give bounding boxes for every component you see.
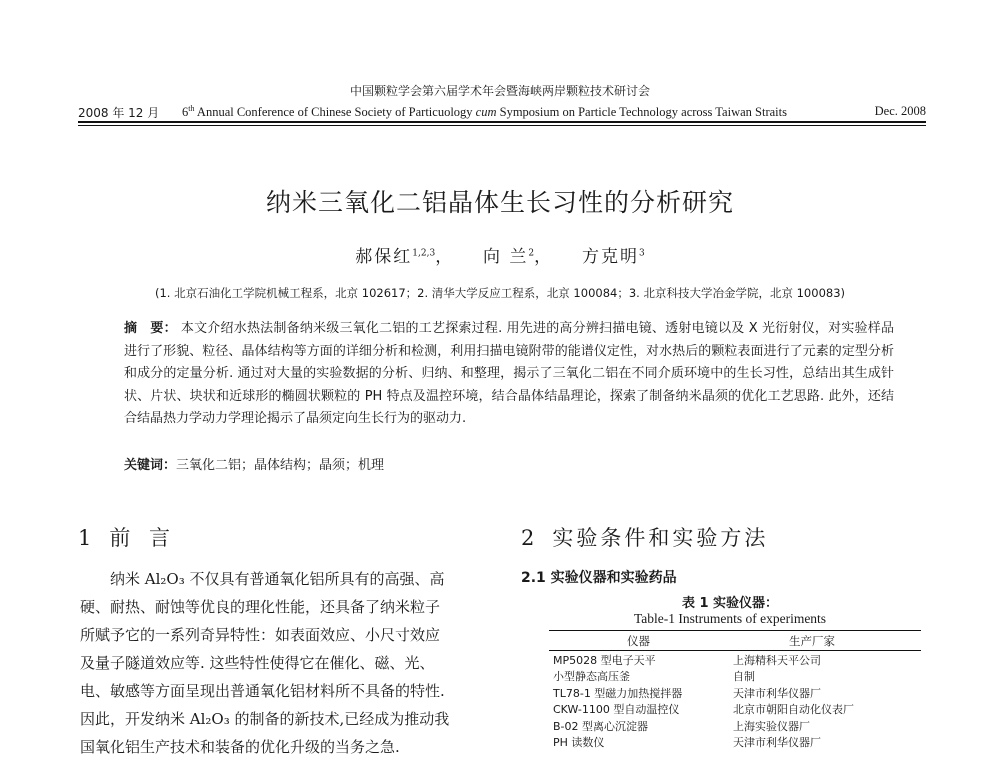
conference-title-cn: 中国颗粒学会第六届学术年会暨海峡两岸颗粒技术研讨会 xyxy=(349,84,650,98)
table-cell-instrument: PH 读数仪 xyxy=(553,735,605,749)
section-1-number: 1 xyxy=(78,526,92,550)
paper-title: 纳米三氧化二铝晶体生长习性的分析研究 xyxy=(265,188,734,217)
conference-cum: cum xyxy=(475,105,497,120)
author-1-name: 郝保红 xyxy=(355,247,413,267)
table-row xyxy=(553,686,923,702)
header-rule-thin xyxy=(78,125,926,126)
table-row xyxy=(553,702,923,718)
keywords-label: 关键词： xyxy=(124,458,177,473)
keywords-text: 三氧化二铝；晶体结构；晶须；机理 xyxy=(176,458,385,473)
conference-symposium: Symposium on Particle Technology across Taiwan Straits xyxy=(496,105,787,120)
abstract-label: 摘 要： xyxy=(124,321,177,336)
author-3 xyxy=(582,247,645,267)
table-row xyxy=(553,653,923,669)
header-rule-thick xyxy=(78,121,926,123)
conference-edition: 6 xyxy=(182,105,189,120)
body-line: 及量子隧道效应等. 这些特性使得它在催化、磁、光、 xyxy=(80,654,435,672)
table-rule-top xyxy=(549,630,921,631)
body-line: 所赋予它的一系列奇异特性：如表面效应、小尺寸效应 xyxy=(80,626,441,644)
table-cell-instrument: CKW-1100 型自动温控仪 xyxy=(553,703,680,717)
table-row xyxy=(553,735,923,751)
table-rule-header xyxy=(549,650,921,651)
table-row xyxy=(553,719,923,735)
table-header-instrument: 仪器 xyxy=(627,634,650,648)
table-caption-en: Table-1 Instruments of experiments xyxy=(633,611,827,626)
author-3-name: 方克明 xyxy=(581,247,639,267)
author-2-sep: ， xyxy=(534,247,554,267)
conference-edition-suffix: th xyxy=(188,104,195,113)
conference-title-en xyxy=(182,104,787,120)
author-1 xyxy=(355,247,454,267)
author-2-affil: 2 xyxy=(528,248,535,259)
table-row xyxy=(553,669,923,685)
abstract xyxy=(124,318,894,431)
body-line: 硬、耐热、耐蚀等优良的理化性能，还具备了纳米粒子 xyxy=(80,598,441,616)
author-2 xyxy=(483,247,553,267)
author-1-affil: 1,2,3 xyxy=(412,248,436,259)
table-cell-instrument: TL78-1 型磁力加热搅拌器 xyxy=(553,686,683,700)
section-2-title: 实验条件和实验方法 xyxy=(552,526,769,550)
section-2-heading xyxy=(521,522,768,552)
abstract-text: 本文介绍水热法制备纳米级三氧化二铝的工艺探索过程. 用先进的高分辨扫描电镜、透射电镜以及 X 光衍射仪，对实验样品进行了形貌、粒径、晶体结构等方面的详细分析和检测，利用扫描电镜附带的能谱仪定性，对水热后的颗粒表面进行了元素的定型分析和成分的定量分析. 通过对大量的实验数据的分析、归纳、和整理，揭示了三氧化二铝在不同介质环境中的生长习性，总结出其生成针状、片状、块状和近球形的椭圆状颗粒的 PH 特点及温控环境，结合晶体结晶理论，探索了制备纳米晶须的优化工艺思路. 此外，还结合结晶热力学动力学理论揭示了晶须定向生长行为的驱动力. xyxy=(124,321,894,426)
author-2-name: 向 兰 xyxy=(483,247,529,267)
table-cell-manufacturer: 上海精科天平公司 xyxy=(733,654,821,667)
author-3-affil: 3 xyxy=(638,248,645,259)
table-header-manufacturer: 生产厂家 xyxy=(789,634,835,648)
body-line: 电、敏感等方面呈现出普通氧化铝材料所不具备的特性. xyxy=(80,682,445,700)
keywords xyxy=(124,454,384,473)
table-cell-manufacturer: 天津市利华仪器厂 xyxy=(733,686,821,700)
table-cell-manufacturer: 自制 xyxy=(733,670,755,684)
table-caption-cn: 表 1 实验仪器： xyxy=(681,596,779,611)
author-1-sep: ， xyxy=(435,247,455,267)
conference-name: Annual Conference of Chinese Society of Particuology xyxy=(194,105,476,120)
table-cell-instrument: 小型静态高压釜 xyxy=(553,670,630,684)
author-list xyxy=(0,242,1000,267)
body-line: 纳米 Al₂O₃ 不仅具有普通氧化铝所具有的高强、高 xyxy=(80,570,445,588)
section-1-heading xyxy=(78,522,176,552)
section-1-body xyxy=(80,565,492,761)
affiliations: (1. 北京石油化工学院机械工程系，北京 102617；2. 清华大学反应工程系，北京 100084；3. 北京科技大学冶金学院，北京 100083) xyxy=(154,286,846,300)
instruments-table-body xyxy=(553,653,923,751)
table-header xyxy=(549,633,921,649)
section-1-title: 前 言 xyxy=(109,526,177,550)
table-cell-instrument: MP5028 型电子天平 xyxy=(553,654,656,667)
body-line: 因此，开发纳米 Al₂O₃ 的制备的新技术,已经成为推动我 xyxy=(80,710,450,728)
table-cell-manufacturer: 北京市朝阳自动化仪表厂 xyxy=(733,703,854,717)
subsection-2-1-heading: 2.1 实验仪器和实验药品 xyxy=(521,570,677,586)
header-date-cn: 2008 年 12 月 xyxy=(78,106,160,120)
header-date-en: Dec. 2008 xyxy=(874,104,926,118)
table-cell-manufacturer: 上海实验仪器厂 xyxy=(733,719,810,733)
body-line: 国氧化铝生产技术和装备的优化升级的当务之急. xyxy=(80,738,400,756)
table-cell-manufacturer: 天津市利华仪器厂 xyxy=(733,735,821,749)
table-cell-instrument: B-02 型离心沉淀器 xyxy=(553,719,649,733)
section-2-number: 2 xyxy=(521,526,535,550)
